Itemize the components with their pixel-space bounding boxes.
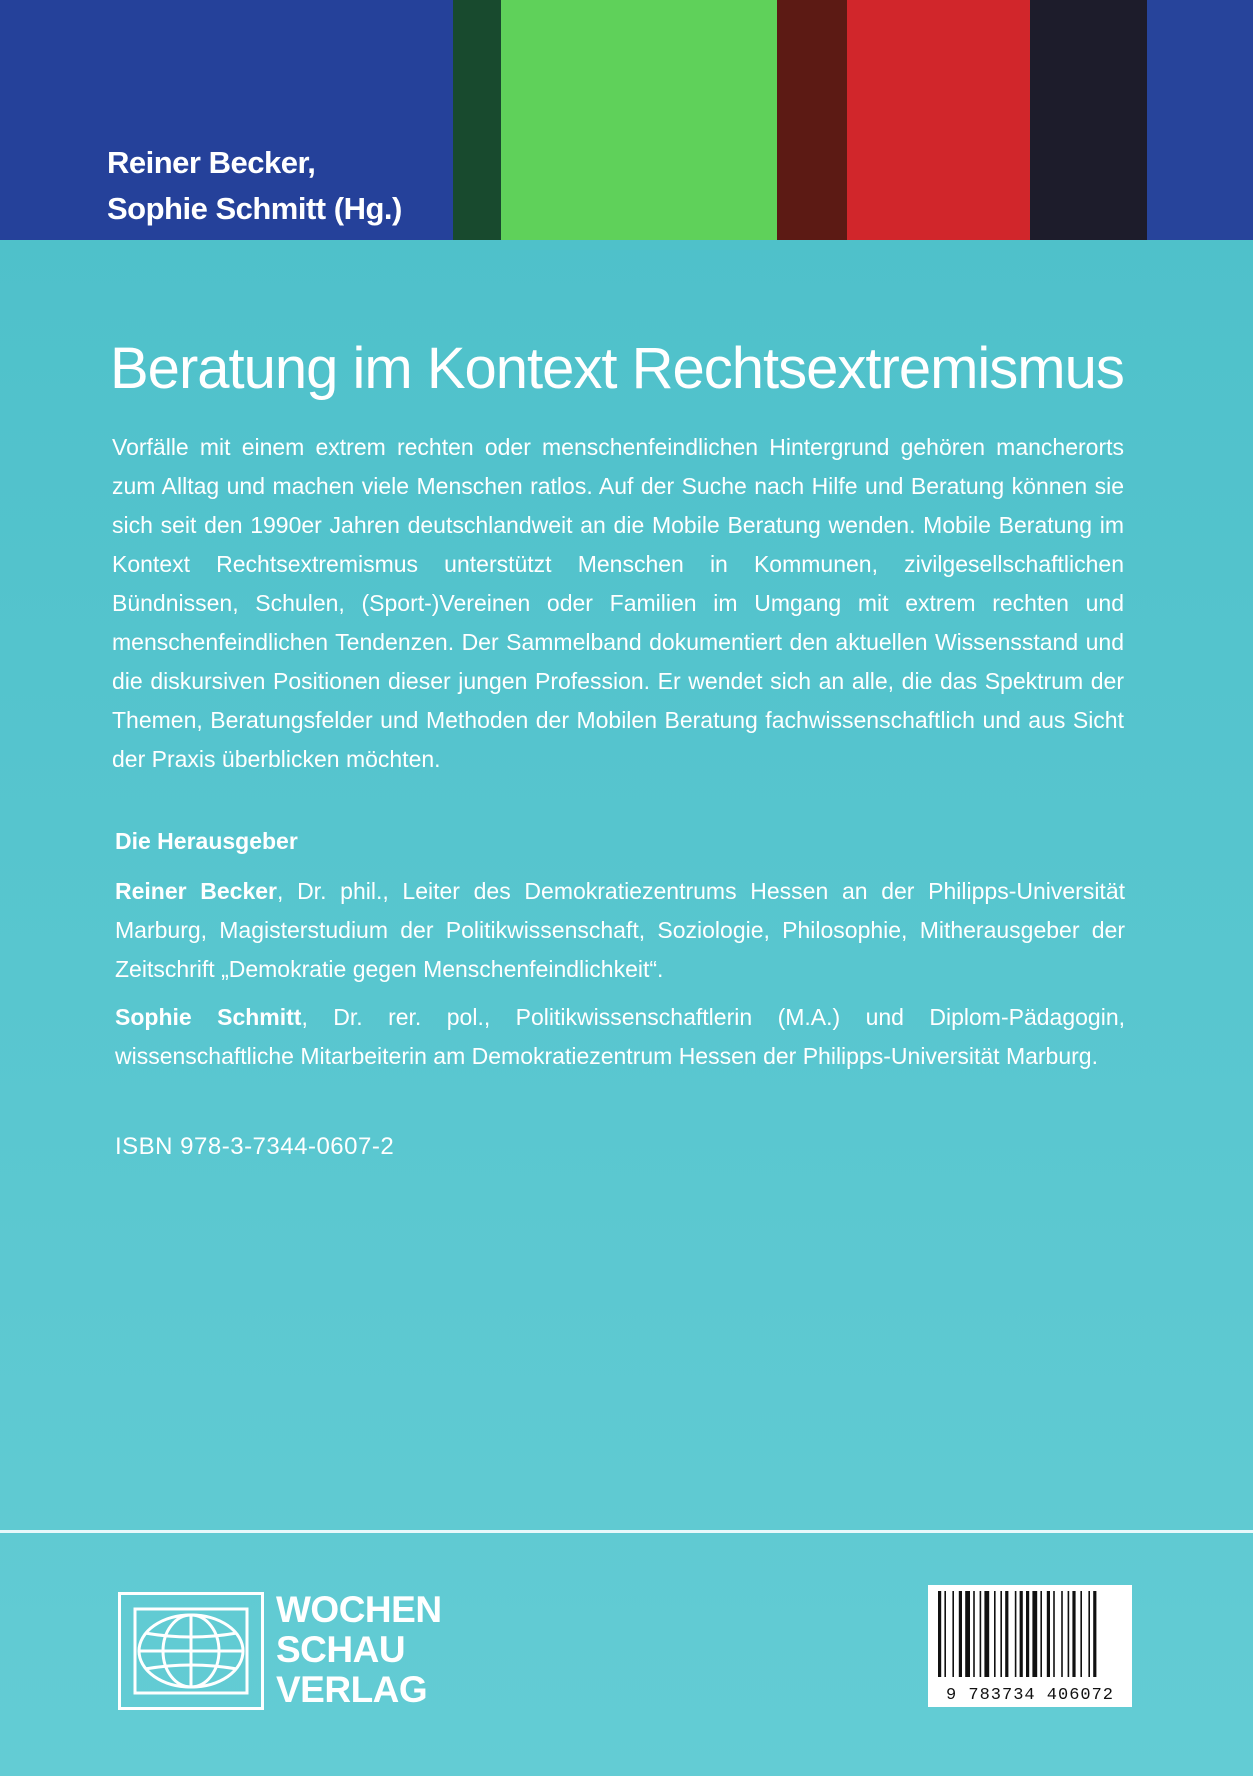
isbn-text: ISBN 978-3-7344-0607-2 (115, 1133, 395, 1160)
color-band (0, 0, 1253, 240)
barcode-number: 9 783734 406072 (945, 1686, 1115, 1705)
editor-bio-text: , Dr. rer. pol., Politikwissenschaftlerin (M.A.) und Diplom-Pädagogin, wissenschaftliche Mitarbeiterin am Demokratiezentrum Hessen der Philipps-Universität Marburg. (115, 1004, 1126, 1069)
editor-line-1: Reiner Becker, (107, 145, 316, 180)
barcode (928, 1585, 1132, 1707)
editor-bio-schmitt (115, 998, 1125, 1076)
barcode-bar (1000, 1591, 1002, 1677)
barcode-bar (1047, 1591, 1050, 1677)
barcode-bar (944, 1591, 946, 1677)
book-title: Beratung im Kontext Rechtsextremismus (110, 336, 1124, 401)
publisher-name (276, 1590, 442, 1710)
publisher-line-3: VERLAG (276, 1669, 428, 1710)
barcode-bar (1040, 1591, 1042, 1677)
barcode-bar (994, 1591, 996, 1677)
stripe-dark-green (453, 0, 501, 240)
barcode-bar (965, 1591, 970, 1677)
barcode-bar (1072, 1591, 1075, 1677)
editor-bio-name: Reiner Becker (115, 878, 277, 904)
editor-line-2: Sophie Schmitt (Hg.) (107, 191, 402, 226)
editor-bio-name: Sophie Schmitt (115, 1004, 302, 1030)
editor-bio-text: , Dr. phil., Leiter des Demokratiezentrums Hessen an der Philipps-Universität Marburg, Magisterstudium der Politikwissenschaft, Soziologie, Philosophie, Mitherausgeber der Zeitschrift „Demokratie gegen Menschenfeindlichkeit“. (115, 878, 1125, 982)
barcode-bar (1061, 1591, 1063, 1677)
stripe-green (501, 0, 777, 240)
barcode-bar (984, 1591, 989, 1677)
barcode-bar (973, 1591, 975, 1677)
barcode-bar (1068, 1591, 1070, 1677)
barcode-bar (1020, 1591, 1023, 1677)
blurb-text: Vorfälle mit einem extrem rechten oder menschenfeindlichen Hintergrund gehören mancherorts zum Alltag und machen viele Menschen ratlos. Auf der Suche nach Hilfe und Beratung können sie sich seit den 1990er Jahren deutschlandweit an die Mobile Beratung wenden. Mobile Beratung im Kontext Rechtsextremismus unterstützt Menschen in Kommunen, zivilgesellschaftlichen Bündnissen, Schulen, (Sport-)Vereinen oder Familien im Umgang mit extrem rechten und menschenfeindlichen Tendenzen. Der Sammelband dokumentiert den aktuellen Wissensstand und die diskursiven Positionen dieser jungen Profession. Er wendet sich an alle, die das Spektrum der Themen, Beratungsfelder und Methoden der Mobilen Beratung fachwissenschaftlich und aus Sicht der Praxis überblicken möchten. (112, 434, 1124, 772)
publisher-logo (118, 1590, 458, 1712)
barcode-bar (1053, 1591, 1055, 1677)
barcode-bar (980, 1591, 982, 1677)
stripe-navy (1147, 0, 1253, 240)
barcode-bars (928, 1585, 1132, 1683)
editors-credit (107, 140, 402, 232)
barcode-bar (959, 1591, 962, 1677)
barcode-bar (952, 1591, 954, 1677)
editors-heading: Die Herausgeber (115, 828, 298, 854)
barcode-bar (938, 1591, 941, 1677)
barcode-bar (1032, 1591, 1037, 1677)
barcode-bar (1080, 1591, 1082, 1677)
publisher-line-2: SCHAU (276, 1629, 406, 1670)
barcode-bar (1088, 1591, 1090, 1677)
barcode-bar (1026, 1591, 1029, 1677)
divider (0, 1530, 1253, 1533)
stripe-red (847, 0, 1030, 240)
barcode-bar (1005, 1591, 1008, 1677)
stripe-dark (1030, 0, 1147, 240)
barcode-bar (1093, 1591, 1096, 1677)
editor-bio-becker (115, 872, 1125, 989)
stripe-maroon (777, 0, 847, 240)
publisher-line-1: WOCHEN (276, 1589, 442, 1630)
barcode-bar (1015, 1591, 1017, 1677)
globe-icon (118, 1592, 264, 1710)
